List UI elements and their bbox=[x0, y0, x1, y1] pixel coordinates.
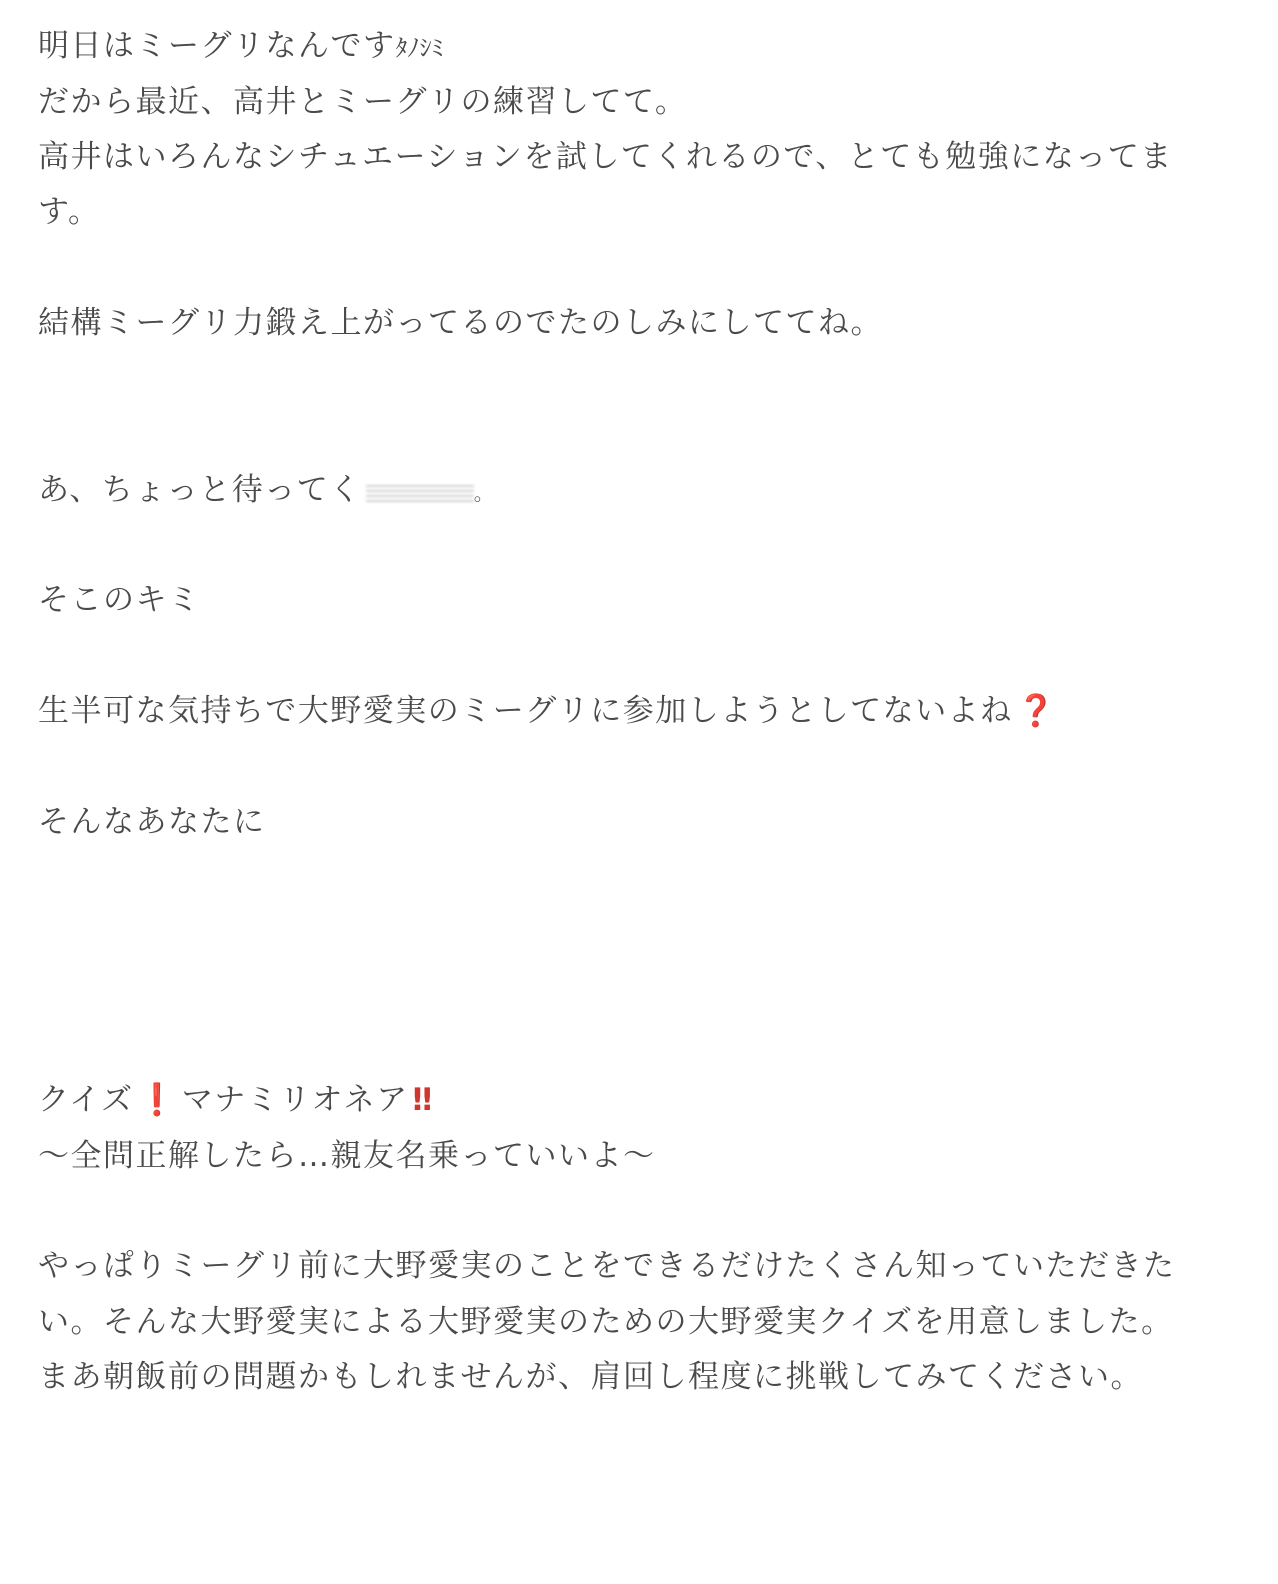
text-line: そこのキミ bbox=[38, 582, 201, 618]
text-line bbox=[38, 26, 444, 68]
text-line: まあ朝飯前の問題かもしれませんが、肩回し程度に挑戦してみてください。 bbox=[38, 1359, 1143, 1395]
text-segment: 生半可な気持ちで大野愛実のミーグリに参加しようとしてないよね bbox=[38, 693, 1013, 729]
double-exclamation-icon: ‼ bbox=[412, 1082, 434, 1118]
text-segment: クイズ bbox=[38, 1082, 134, 1118]
text-segment-small: ﾀﾉｼﾐ bbox=[395, 34, 444, 62]
text-segment: あ、ちょっと待ってく bbox=[38, 472, 362, 508]
blurred-trail-decoration bbox=[366, 485, 474, 503]
exclamation-icon: ❗ bbox=[137, 1082, 178, 1118]
text-line bbox=[38, 691, 1061, 731]
text-line: だから最近、高井とミーグリの練習してて。 bbox=[38, 84, 688, 120]
text-line: そんなあなたに bbox=[38, 804, 266, 840]
text-line: 結構ミーグリ力鍛え上がってるのでたのしみにしててね。 bbox=[38, 305, 883, 341]
text-segment: 明日はミーグリなんです bbox=[38, 28, 396, 64]
text-line: す。 bbox=[38, 194, 101, 230]
text-line: い。そんな大野愛実による大野愛実のための大野愛実クイズを用意しました。 bbox=[38, 1304, 1174, 1340]
question-mark-icon: ❓ bbox=[1016, 693, 1057, 729]
quiz-title bbox=[38, 1080, 438, 1120]
text-segment: マナミリオネア bbox=[181, 1082, 409, 1118]
quiz-subtitle: 〜全問正解したら…親友名乗っていいよ〜 bbox=[38, 1138, 656, 1174]
text-segment: 。 bbox=[473, 481, 496, 505]
text-line: 高井はいろんなシチュエーションを試してくれるので、とても勉強になってま bbox=[38, 139, 1173, 175]
text-line: やっぱりミーグリ前に大野愛実のことをできるだけたくさん知っていただきた bbox=[38, 1248, 1176, 1284]
text-line bbox=[38, 470, 495, 513]
